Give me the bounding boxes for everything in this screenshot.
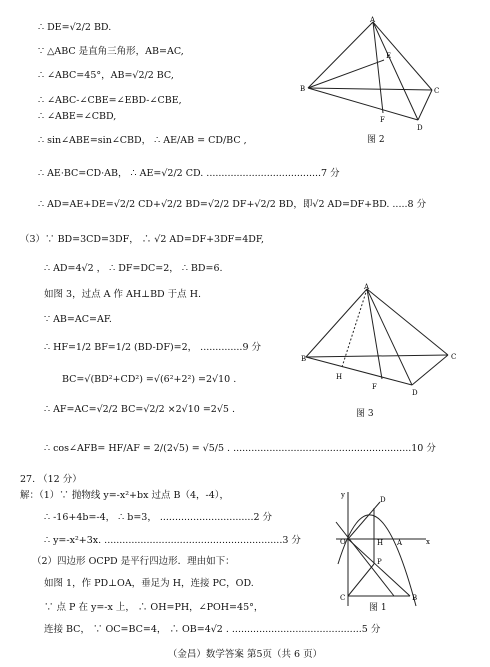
figure-3-caption: 图 3 [356,409,374,419]
fig3-label-C: C [451,353,457,361]
fig2-label-E: E [386,52,392,60]
fig2-label-D: D [417,124,423,132]
figure-2-caption: 图 2 [367,135,385,145]
fig3-label-B: B [301,355,307,363]
solution-line: ∵ 点 P 在 y=-x 上， ∴ OH=PH，∠POH=45°， [44,602,264,613]
question-header: 27. （12 分） [20,474,82,485]
fig1-label-O: O [340,538,346,546]
solution-line: ∴ ∠ABC=45°，AB=√2/2 BC, [38,70,174,81]
solution-line: 解：（1）∵ 抛物线 y=-x²+bx 过点 B（4，-4）， [20,490,230,501]
solution-line: ∴ AE·BC=CD·AB， ∴ AE=√2/2 CD. ......................................7 分 [38,168,340,179]
solution-line: ∴ ∠ABE=∠CBD, [38,111,117,122]
solution-line: ∴ AD=AE+DE=√2/2 CD+√2/2 BD=√2/2 DF+√2/2 BD，即√2 AD=DF+BD. .....8 分 [38,199,427,210]
solution-line: ∴ AF=AC=√2/2 BC=√2/2 ×2√10 =2√5 . [44,404,235,415]
solution-line: ∴ ∠ABC-∠CBE=∠EBD-∠CBE, [38,95,182,106]
fig3-label-H: H [336,373,343,381]
solution-line: ∴ sin∠ABE=sin∠CBD， ∴ AE/AB = CD/BC , [38,135,247,146]
solution-line: ∴ cos∠AFB= HF/AF = 2/(2√5) = √5/5 . ...........................................................10 分 [44,443,436,454]
fig3-label-D: D [412,389,418,397]
fig3-label-A: A [364,283,370,291]
solution-line: 如图 1，作 PD⊥OA，垂足为 H，连接 PC，OD. [44,578,254,589]
solution-line: ∴ -16+4b=-4， ∴ b=3， ...............................2 分 [44,512,273,523]
figure-1 [334,488,434,608]
solution-line: （2）四边形 OCPD 是平行四边形．理由如下： [32,556,235,567]
fig1-label-B: B [412,594,418,602]
figure-2 [300,18,450,148]
fig3-label-F: F [372,383,377,391]
fig1-label-x: x [426,538,430,546]
solution-line: ∴ AD=4√2 ， ∴ DF=DC=2， ∴ BD=6. [44,263,223,274]
fig2-label-A: A [370,16,376,24]
fig2-label-F: F [380,116,385,124]
solution-line: BC=√(BD²+CD²) =√(6²+2²) =2√10 . [62,374,237,385]
solution-line: 如图 3，过点 A 作 AH⊥BD 于点 H. [44,289,202,300]
page-footer: （金昌）数学答案 第5页（共 6 页） [167,649,323,660]
fig2-label-B: B [300,85,306,93]
figure-1-caption: 图 1 [369,603,387,613]
fig1-label-H: H [377,539,384,547]
solution-line: 连接 BC， ∵ OC=BC=4， ∴ OB=4√2 . ...........................................5 分 [44,624,381,635]
fig1-label-C: C [340,594,346,602]
solution-line: ∵ AB=AC=AF. [44,314,112,325]
solution-line: （3）∵ BD=3CD=3DF， ∴ √2 AD=DF+3DF=4DF, [20,234,265,245]
fig2-label-C: C [434,87,440,95]
solution-line: ∴ y=-x²+3x. ...........................................................3 分 [44,535,301,546]
solution-line: ∵ △ABC 是直角三角形，AB=AC, [38,46,184,57]
fig1-label-y: y [341,491,345,499]
solution-line: ∴ HF=1/2 BF=1/2 (BD-DF)=2， ..............9 分 [44,342,262,353]
fig1-label-D: D [380,496,386,504]
solution-line: ∴ DE=√2/2 BD. [38,22,112,33]
fig1-label-A: A [397,539,403,547]
fig1-label-P: P [377,558,382,566]
figure-3 [302,285,462,397]
